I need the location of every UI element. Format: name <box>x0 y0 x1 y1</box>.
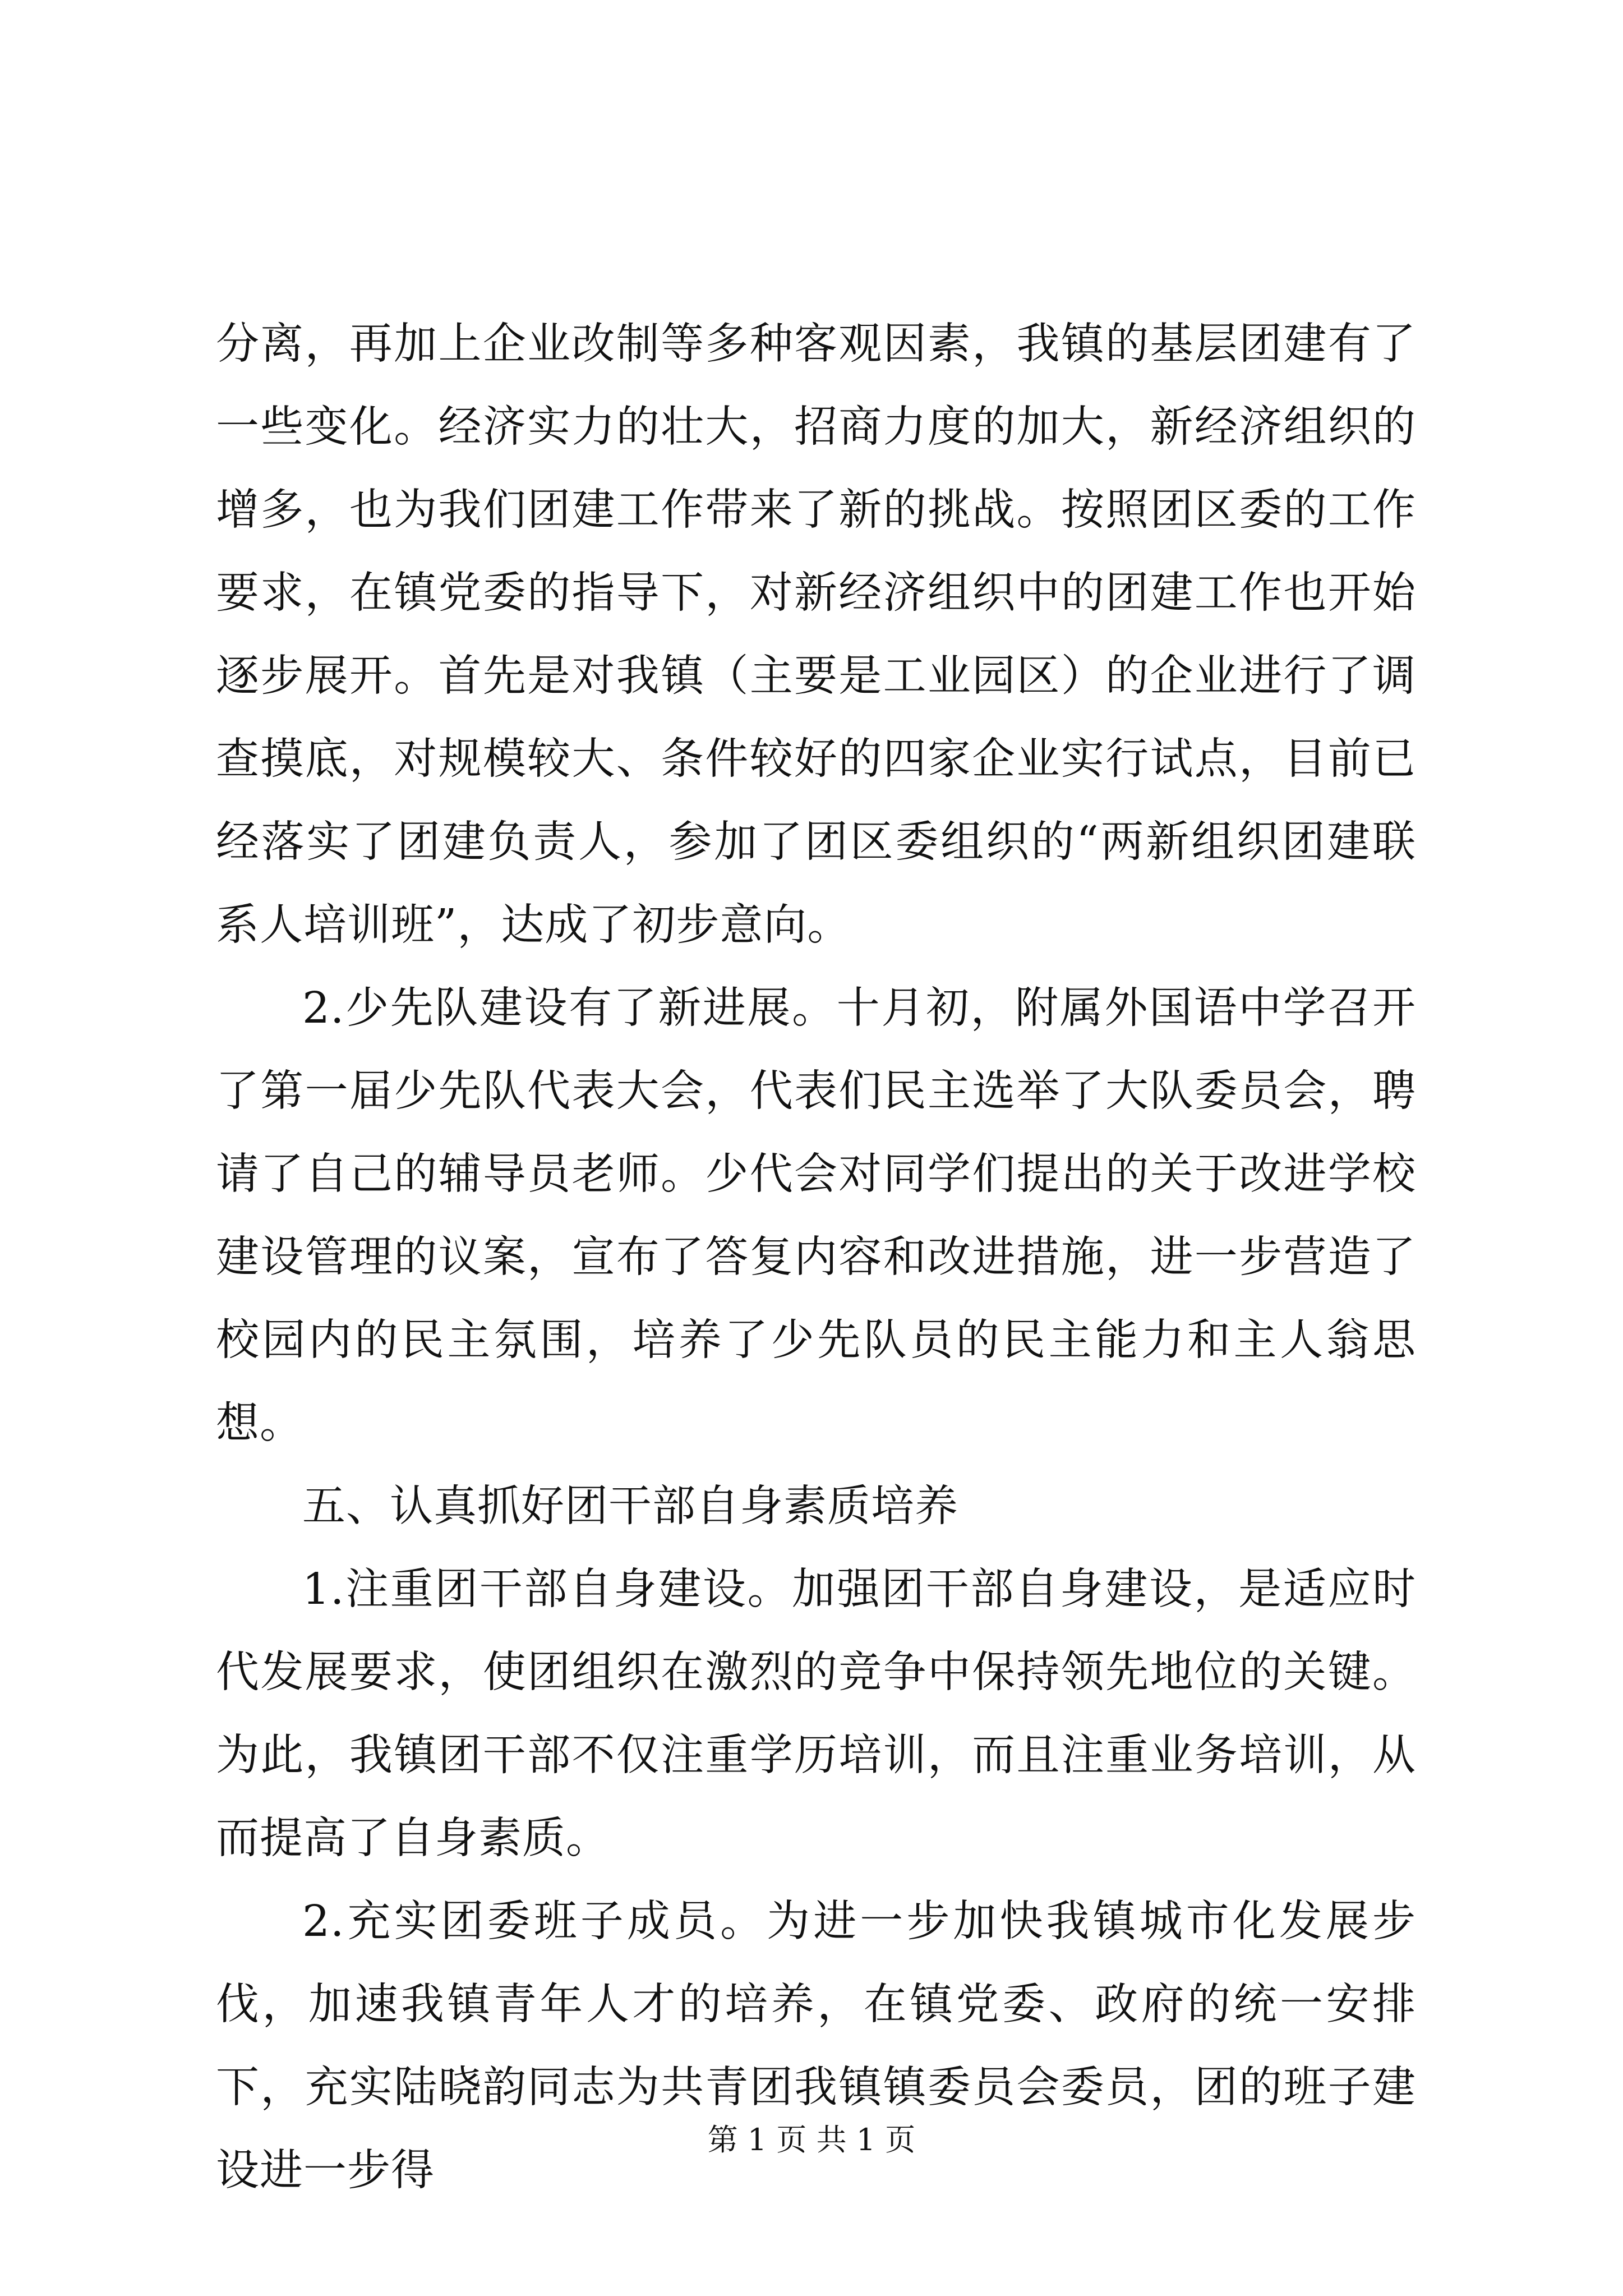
paragraph-continuation: 分离，再加上企业改制等多种客观因素，我镇的基层团建有了一些变化。经济实力的壮大，招商力度的加大，新经济组织的增多，也为我们团建工作带来了新的挑战。按照团区委的工作要求，在镇党委的指导下，对新经济组织中的团建工作也开始逐步展开。首先是对我镇（主要是工业园区）的企业进行了调查摸底，对规模较大、条件较好的四家企业实行试点，目前已经落实了团建负责人，参加了团区委组织的“两新组织团建联系人培训班”，达成了初步意向。 <box>216 319 1416 950</box>
page-number-label: 第 1 页 共 1 页 <box>707 2122 916 2157</box>
document-body <box>216 303 1416 2212</box>
page-footer <box>0 2120 1623 2160</box>
section-heading-five: 五、认真抓好团干部自身素质培养 <box>302 1481 958 1531</box>
paragraph-cadre-building: 1.注重团干部自身建设。加强团干部自身建设，是适应时代发展要求，使团组织在激烈的竞争中保持领先地位的关键。为此，我镇团干部不仅注重学历培训，而且注重业务培训，从而提高了自身素质。 <box>216 1565 1416 1864</box>
paragraph-committee-members: 2.充实团委班子成员。为进一步加快我镇城市化发展步伐，加速我镇青年人才的培养，在镇党委、政府的统一安排下，充实陆晓韵同志为共青团我镇镇委员会委员，团的班子建设进一步得 <box>216 1897 1416 2196</box>
paragraph-pioneers-progress: 2.少先队建设有了新进展。十月初，附属外国语中学召开了第一届少先队代表大会，代表们民主选举了大队委员会，聘请了自己的辅导员老师。少代会对同学们提出的关于改进学校建设管理的议案，宣布了答复内容和改进措施，进一步营造了校园内的民主氛围，培养了少先队员的民主能力和主人翁思想。 <box>216 983 1416 1448</box>
